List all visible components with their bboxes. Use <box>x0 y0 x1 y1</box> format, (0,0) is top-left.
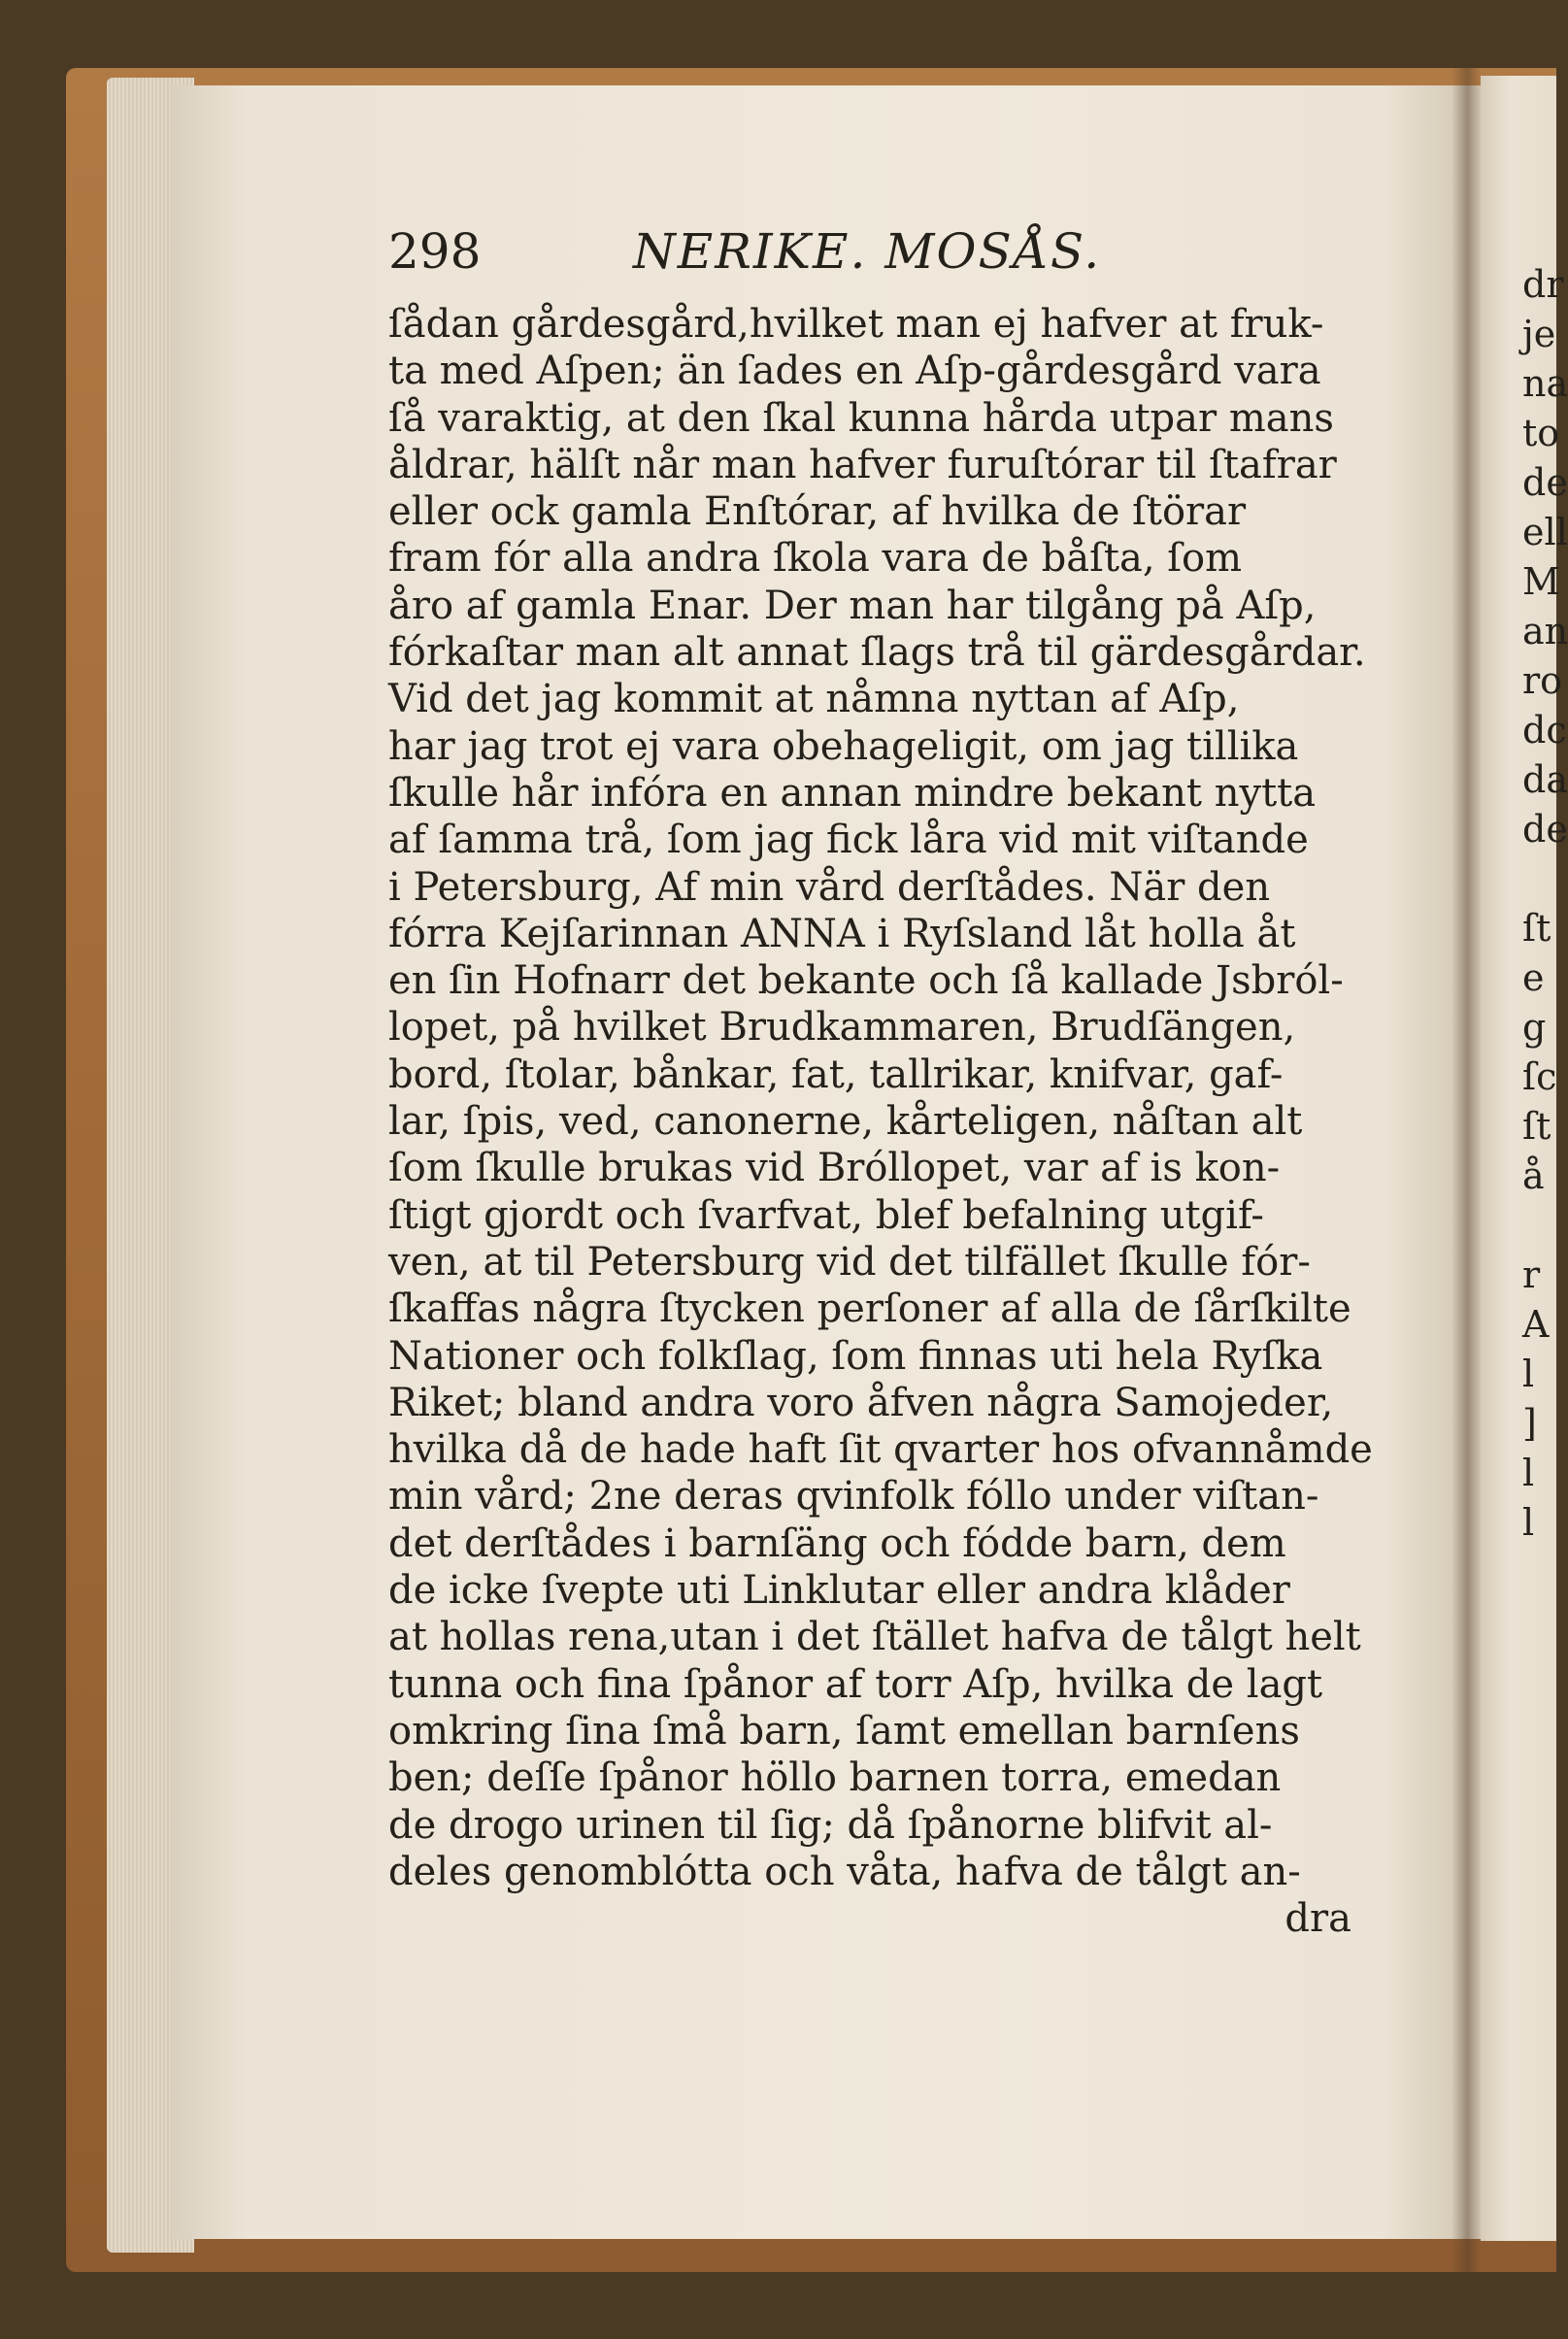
facing-page-fragment: e <box>1522 956 1545 999</box>
text-line: ven, at til Petersburg vid det tilfället ſkulle fór- <box>388 1239 1311 1285</box>
text-line: Vid det jag kommit at nåmna nyttan af Aſp, <box>388 677 1240 722</box>
book-gutter <box>1451 68 1481 2272</box>
facing-page-fragment: l <box>1522 1353 1535 1395</box>
facing-page-fragment: ] <box>1522 1402 1537 1445</box>
facing-page-fragment: M <box>1522 560 1560 603</box>
text-line: i Petersburg, Af min vård derſtådes. När den <box>388 864 1271 910</box>
body-text <box>388 301 1373 1895</box>
text-line: ben; deſſe ſpånor höllo barnen torra, emedan <box>388 1755 1282 1801</box>
facing-page-fragment: ſt <box>1522 907 1551 950</box>
text-line: tunna och fina ſpånor af torr Aſp, hvilka de lagt <box>388 1661 1323 1707</box>
text-line: omkring ſina ſmå barn, ſamt emellan barnſens <box>388 1708 1300 1754</box>
text-line: det derſtådes i barnſäng och fódde barn, dem <box>388 1520 1286 1566</box>
text-line: Riket; bland andra voro åfven några Samojeder, <box>388 1380 1334 1425</box>
facing-page-fragment: A <box>1522 1303 1550 1346</box>
facing-page-fragment: ro <box>1522 659 1563 702</box>
text-line: hvilka då de hade haft ſit qvarter hos ofvannåmde <box>388 1427 1373 1473</box>
text-line: Nationer och folkſlag, ſom finnas uti hela Ryſka <box>388 1333 1323 1379</box>
text-line: ſkulle hår infóra en annan mindre bekant nytta <box>388 770 1317 816</box>
text-line: ſom ſkulle brukas vid Bróllopet, var af is kon- <box>388 1146 1281 1191</box>
page-text <box>388 214 1373 1942</box>
facing-page-fragment: dr <box>1522 263 1564 306</box>
page-number: 298 <box>388 223 482 280</box>
text-line: ſådan gårdesgård,hvilket man ej hafver at fruk- <box>388 302 1324 347</box>
facing-page-fragment: r <box>1522 1253 1541 1296</box>
facing-page-fragment: je <box>1522 313 1556 355</box>
text-line: en ſin Hofnarr det bekante och ſå kallade Jsbról- <box>388 958 1344 1004</box>
text-line: de icke ſvepte uti Linklutar eller andra klåder <box>388 1568 1290 1614</box>
text-line: ſå varaktig, at den ſkal kunna hårda utpar mans <box>388 395 1334 441</box>
text-line: ſtigt gjordt och ſvarfvat, blef befalning utgif- <box>388 1192 1264 1238</box>
facing-page-fragment: de <box>1522 808 1568 851</box>
facing-page-fragment: an <box>1522 610 1568 652</box>
facing-page-fragment: g <box>1522 1006 1547 1049</box>
facing-page-fragment: na <box>1522 362 1568 405</box>
facing-page-fragment: ſt <box>1522 1105 1551 1148</box>
text-line: åro af gamla Enar. Der man har tilgång på Aſp, <box>388 583 1317 628</box>
running-title: NERIKE. MOSÅS. <box>633 223 1102 280</box>
facing-page-fragments <box>1522 260 1568 1548</box>
text-line: eller ock gamla Enſtórar, af hvilka de ſtörar <box>388 489 1247 535</box>
facing-page-fragment: dc <box>1522 709 1567 752</box>
text-line: fram fór alla andra ſkola vara de båſta, ſom <box>388 536 1243 582</box>
facing-page-fragment: l <box>1522 1452 1535 1494</box>
catchword: dra <box>1284 1896 1351 1942</box>
text-line: de drogo urinen til ſig; då ſpånorne blifvit al- <box>388 1802 1273 1848</box>
text-line: åldrar, hälſt når man hafver furuſtórar til ſtafrar <box>388 442 1337 487</box>
facing-page-fragment: de <box>1522 461 1568 504</box>
facing-page-fragment: ell <box>1522 511 1568 553</box>
text-line: ſkaffas några ſtycken perſoner af alla de ſårſkilte <box>388 1286 1351 1332</box>
text-line: min vård; 2ne deras qvinfolk fóllo under viſtan- <box>388 1474 1319 1520</box>
text-line: lar, ſpis, ved, canonerne, kårteligen, nåſtan alt <box>388 1099 1303 1145</box>
page-header <box>388 214 1359 301</box>
text-line: fórkaſtar man alt annat ſlags trå til gärdesgårdar. <box>388 630 1366 676</box>
text-line: fórra Kejſarinnan ANNA i Ryſsland låt holla åt <box>388 911 1296 956</box>
text-line: har jag trot ej vara obehageligit, om jag tillika <box>388 723 1299 769</box>
text-line: lopet, på hvilket Brudkammaren, Brudſängen, <box>388 1005 1296 1051</box>
facing-page-fragment <box>1522 854 1556 904</box>
facing-page-fragment: l <box>1522 1501 1535 1544</box>
text-line: af ſamma trå, ſom jag fick låra vid mit viſtande <box>388 818 1309 863</box>
text-line: ta med Aſpen; än ſades en Aſp-gårdesgård vara <box>388 349 1321 394</box>
facing-page-fragment: å <box>1522 1154 1545 1197</box>
facing-page-fragment <box>1522 1201 1556 1251</box>
text-line: deles genomblótta och våta, hafva de tålgt an- <box>388 1849 1301 1894</box>
text-line: bord, ſtolar, bånkar, fat, tallrikar, knifvar, gaf- <box>388 1052 1284 1097</box>
facing-page-fragment: to <box>1522 412 1560 454</box>
text-line: at hollas rena,utan i det ſtället hafva de tålgt helt <box>388 1615 1361 1660</box>
facing-page-fragment: ſc <box>1522 1055 1557 1098</box>
facing-page-fragment: da <box>1522 758 1568 801</box>
